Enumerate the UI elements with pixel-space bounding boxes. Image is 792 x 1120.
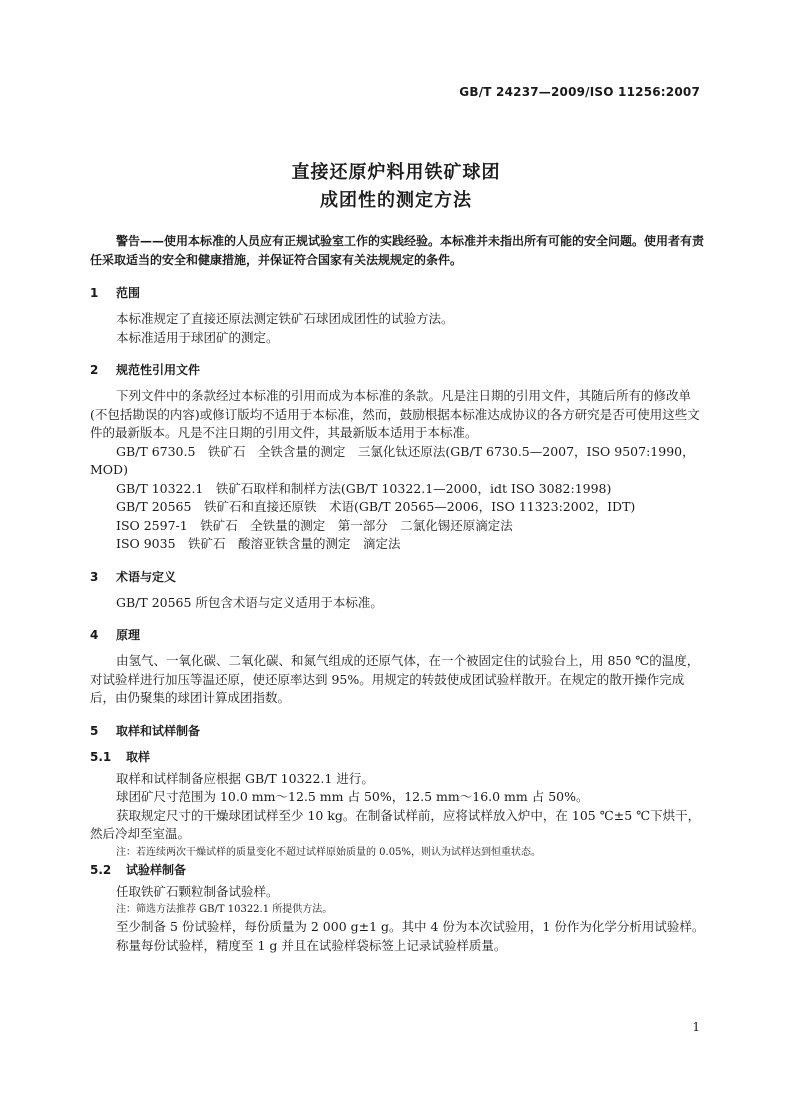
reference-item: ISO 2597-1 铁矿石 全铁量的测定 第一部分 二氯化锡还原滴定法 xyxy=(116,517,513,533)
section-4-number: 4 xyxy=(90,628,99,642)
section-5-1-title: 取样 xyxy=(126,749,151,764)
section-5-title: 取样和试样制备 xyxy=(116,723,201,738)
section-5-number: 5 xyxy=(90,723,99,738)
safety-warning: 警告——使用本标准的人员应有正规试验室工作的实践经验。本标准并未指出所有可能的安全问题。使用者有责任采取适当的安全和健康措施，并保证符合国家有关法规规定的条件。 xyxy=(90,234,705,267)
section-5-2-number: 5.2 xyxy=(90,862,112,877)
preparation-paragraph-2: 至少制备 5 份试验样，每份质量为 2 000 g±1 g。其中 4 份为本次试验用，1 份作为化学分析用试验样。 xyxy=(116,919,705,934)
section-5-heading xyxy=(90,722,706,740)
section-1-title: 范围 xyxy=(116,286,141,300)
section-3-number: 3 xyxy=(90,569,99,584)
section-2-heading xyxy=(90,361,706,379)
sampling-note: 注：若连续两次干燥试样的质量变化不超过试样原始质量的 0.05%，则认为试样达到恒重状态。 xyxy=(116,846,541,858)
section-2-title: 规范性引用文件 xyxy=(116,363,201,377)
page-number: 1 xyxy=(692,1020,700,1034)
section-5-1-heading xyxy=(90,748,706,766)
document-title-line-1: 直接还原炉料用铁矿球团 xyxy=(291,162,501,183)
section-5-2-heading xyxy=(90,861,706,879)
reference-item: GB/T 20565 铁矿石和直接还原铁 术语(GB/T 20565—2006，ISO 11323:2002，IDT) xyxy=(116,499,636,514)
references-intro: 下列文件中的条款经过本标准的引用而成为本标准的条款。凡是注日期的引用文件，其随后所有的修改单(不包括勘误的内容)或修订版均不适用于本标准，然而，鼓励根据本标准达成协议的各方研究是否可使用这些文件的最新版本。凡是不注日期的引用文件，其最新版本适用于本标准。 xyxy=(90,388,700,440)
scope-paragraph-1: 本标准规定了直接还原法测定铁矿石球团成团性的试验方法。 xyxy=(116,311,454,326)
section-1-heading xyxy=(90,284,706,302)
section-2-number: 2 xyxy=(90,363,99,377)
section-5-1-number: 5.1 xyxy=(90,749,112,764)
section-3-heading xyxy=(90,568,706,586)
section-3-title: 术语与定义 xyxy=(116,569,177,584)
reference-item: GB/T 10322.1 铁矿石取样和制样方法(GB/T 10322.1—2000，idt ISO 3082:1998) xyxy=(116,480,612,496)
terms-paragraph: GB/T 20565 所包含术语与定义适用于本标准。 xyxy=(116,594,383,610)
reference-item: GB/T 6730.5 铁矿石 全铁含量的测定 三氯化钛还原法(GB/T 6730.5—2007，ISO 9507:1990，MOD) xyxy=(90,443,695,477)
sampling-paragraph-2: 球团矿尺寸范围为 10.0 mm～12.5 mm 占 50%，12.5 mm～16.0 mm 占 50%。 xyxy=(116,789,589,804)
section-4-heading xyxy=(90,626,706,644)
reference-item: ISO 9035 铁矿石 酸溶亚铁含量的测定 滴定法 xyxy=(116,536,401,551)
preparation-paragraph-1: 任取铁矿石颗粒制备试验样。 xyxy=(116,883,279,899)
preparation-paragraph-3: 称量每份试验样，精度至 1 g 并且在试验样袋标签上记录试验样质量。 xyxy=(116,937,507,953)
section-1-number: 1 xyxy=(90,286,99,300)
sampling-paragraph-1: 取样和试样制备应根据 GB/T 10322.1 进行。 xyxy=(116,770,374,786)
document-title-line-2: 成团性的测定方法 xyxy=(320,190,472,211)
standard-code-header: GB/T 24237—2009/ISO 11256:2007 xyxy=(459,85,700,99)
sampling-paragraph-3: 获取规定尺寸的干燥球团试样至少 10 kg。在制备试样前，应将试样放入炉中，在 105 ℃±5 ℃下烘干，然后冷却至室温。 xyxy=(90,807,701,841)
principle-paragraph: 由氢气、一氧化碳、二氧化碳、和氮气组成的还原气体，在一个被固定住的试验台上，用 850 ℃的温度，对试验样进行加压等温还原，使还原率达到 95%。用规定的转鼓使成团试验样散开。在规定的散开操作完成后，由仍聚集的球团计算成团指数。 xyxy=(90,653,700,705)
document-body xyxy=(90,232,706,955)
section-5-2-title: 试验样制备 xyxy=(126,862,187,877)
scope-paragraph-2: 本标准适用于球团矿的测定。 xyxy=(116,329,279,345)
preparation-note: 注：筛选方法推荐 GB/T 10322.1 所提供方法。 xyxy=(116,904,333,915)
section-4-title: 原理 xyxy=(116,628,141,642)
